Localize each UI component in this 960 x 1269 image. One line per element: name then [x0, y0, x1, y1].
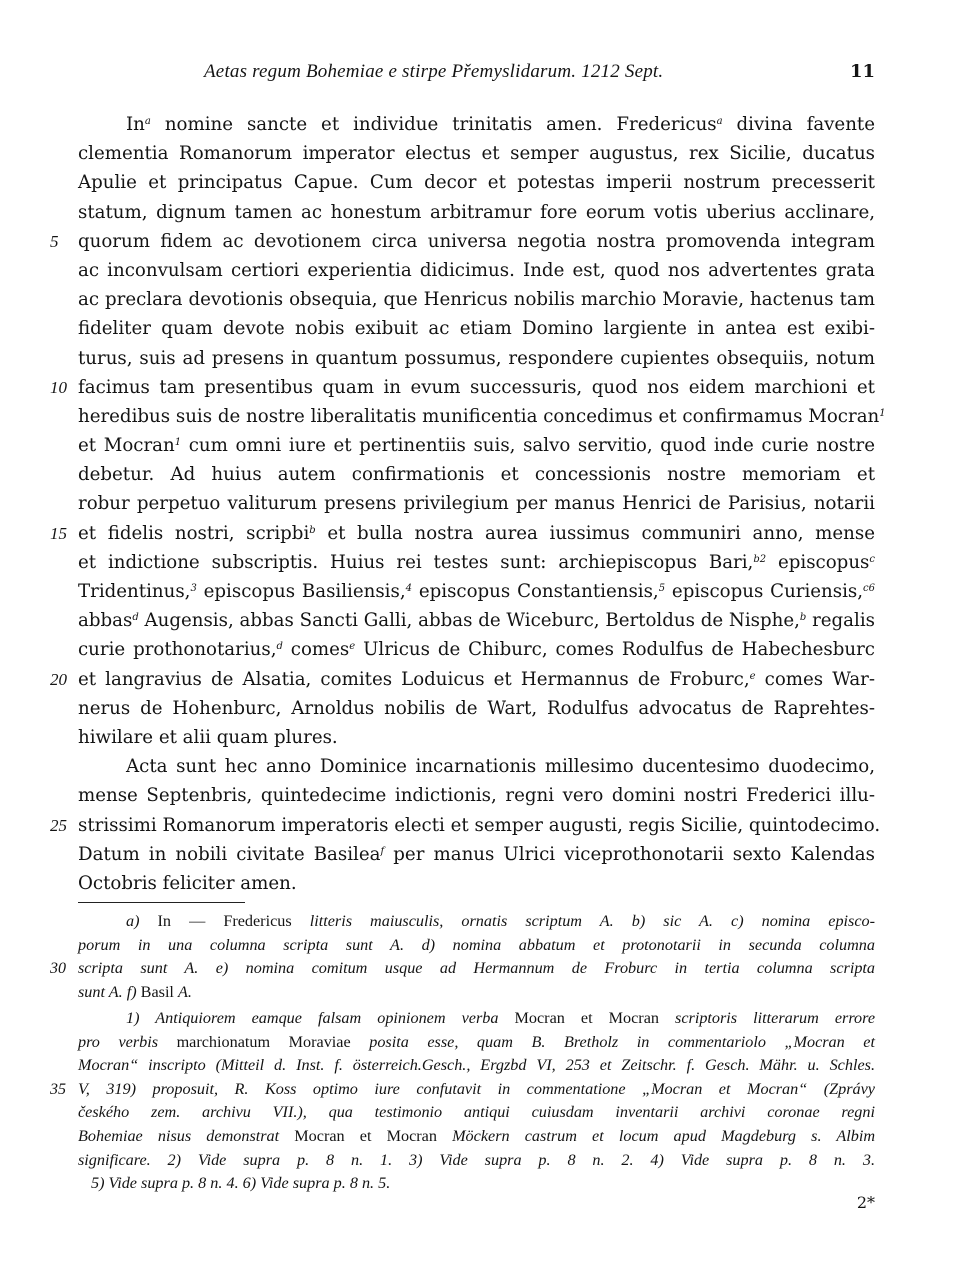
text-run: statum, dignum tamen ac honestum arbitramur fore eorum votis uberius acclinare,	[78, 201, 875, 223]
charter-text	[50, 110, 886, 898]
text-run: Acta sunt hec anno Dominice incarnationis millesimo ducentesimo duodecimo,	[126, 756, 875, 778]
line-number: 25	[50, 815, 67, 835]
signature-mark: 2*	[856, 1193, 875, 1212]
text-run: facimus tam presentibus quam in evum successuris, quod nos eidem marchioni et	[78, 376, 875, 398]
text-run: mense Septenbris, quintedecime indictionis, regni vero domini nostri Frederici illu-	[78, 785, 875, 807]
text-line	[78, 168, 875, 197]
footnote-marker: a	[716, 116, 723, 127]
note-line	[78, 1149, 875, 1173]
note-line	[78, 1007, 875, 1031]
text-line	[78, 139, 875, 168]
text-run: sunt A. f)	[78, 982, 141, 1001]
text-run: episcopus	[766, 551, 870, 573]
text-run: episcopus Curiensis,	[665, 581, 864, 602]
text-run: episcopus Basiliensis,	[196, 581, 406, 602]
text-run: comes War-	[755, 668, 875, 690]
text-line	[78, 548, 875, 577]
text-line	[78, 635, 875, 664]
footnote-marker: d	[132, 612, 139, 624]
footnote-marker: c	[869, 553, 875, 565]
note-line	[78, 1125, 875, 1149]
text-run: In — Fredericus	[157, 912, 310, 930]
footnote-marker: 4	[405, 583, 412, 594]
apparatus-line	[78, 934, 875, 958]
text-run: ac inconvulsam certiori experientia didicimus. Inde est, quod nos advertentes grata	[78, 259, 875, 281]
text-line	[78, 314, 875, 343]
line-number: 30	[50, 960, 66, 978]
footnote-marker: c6	[863, 583, 876, 594]
text-run: Octobris feliciter amen.	[78, 872, 297, 894]
apparatus-line	[78, 910, 875, 934]
text-run: Datum in nobili civitate Basilea	[78, 843, 381, 865]
text-run: porum in una columna scripta sunt A. d) nomina abbatum et protonotarii in secunda columna	[78, 935, 875, 954]
footnote-marker: f	[380, 845, 385, 857]
text-run: robur perpetuo valiturum presens privilegium per manus Henrici de Parisius, notarii	[78, 493, 875, 515]
text-run: a)	[126, 912, 158, 930]
note-line	[78, 1101, 875, 1125]
text-run: Mocran et Mocran	[294, 1126, 453, 1145]
text-run: In	[126, 114, 145, 135]
footnote-separator	[78, 902, 245, 903]
text-run: 1) Antiquiorem eamque falsam opinionem verba	[126, 1009, 515, 1027]
text-line	[78, 752, 875, 781]
text-line	[78, 431, 875, 460]
running-header	[78, 61, 875, 91]
footnote-marker: a	[144, 116, 151, 127]
text-run: Basil	[140, 982, 178, 1001]
text-run: Tridentinus,	[78, 581, 191, 602]
footnote-marker: 1	[174, 437, 182, 449]
text-run: strissimi Romanorum imperatoris electi et semper augusti, regis Sicilie, quintodecimo.	[78, 814, 881, 836]
commentary-notes	[50, 1007, 876, 1196]
text-line	[78, 402, 886, 431]
footnote-marker: b	[799, 612, 807, 624]
text-run: heredibus suis de nostre liberalitatis munificentia concedimus et confirmamus Mocran	[78, 405, 880, 427]
footnote-marker: b	[309, 524, 316, 536]
text-line	[78, 606, 875, 635]
text-line	[50, 811, 881, 840]
text-run: episcopus Constantiensis,	[412, 581, 659, 602]
text-run: marchionatum Moraviae	[176, 1032, 370, 1051]
text-line	[50, 665, 875, 694]
text-run: fideliter quam devote nobis exibuit ac etiam Domino largiente in antea est exibi-	[78, 318, 875, 340]
text-run: českého zem. archivu VII.), qua testimonio antiqui cuiusdam inventarii archivi coronae regni	[78, 1103, 875, 1122]
text-run: et bulla nostra aurea iussimus communiri anno, mense	[315, 522, 875, 544]
text-run: per manus Ulrici viceprothonotarii sexto Kalendas	[384, 843, 875, 865]
text-run: comes	[282, 639, 350, 661]
text-run: curie prothonotarius,	[78, 639, 277, 661]
textual-apparatus	[50, 910, 876, 1004]
text-run: Augensis, abbas Sancti Galli, abbas de Wiceburc, Bertoldus de Nisphe,	[138, 610, 800, 632]
line-number: 5	[50, 231, 59, 251]
text-line	[78, 198, 875, 227]
footnote-marker: e	[749, 670, 756, 682]
text-run: pro verbis	[78, 1032, 177, 1051]
text-run: litteris maiusculis, ornatis scriptum A. b) sic A. c) nomina episco-	[309, 912, 876, 930]
text-run: hiwilare et alii quam plures.	[78, 726, 338, 748]
text-run: 5) Vide supra p. 8 n. 4. 6) Vide supra p. 8 n. 5.	[91, 1174, 391, 1193]
note-line	[78, 1172, 875, 1196]
text-run: nomine sancte et individue trinitatis amen. Fredericus	[150, 114, 717, 135]
text-run: quorum fidem ac devotionem circa universa negotia nostra promovenda integram	[78, 230, 875, 252]
text-run: et fidelis nostri, scripbi	[78, 522, 310, 544]
text-run: divina favente	[722, 114, 875, 135]
text-run: debetur. Ad huius autem confirmationis et concessionis nostre memoriam et	[78, 464, 875, 486]
text-run: Bohemiae nisus demonstrat	[78, 1126, 295, 1145]
text-run: V, 319) proposuit, R. Koss optimo iure confutavit in commentatione „Mocran et Mocran“ (Zprávy	[78, 1079, 875, 1098]
note-line	[78, 1031, 875, 1055]
text-line	[78, 723, 875, 752]
text-line	[78, 869, 875, 898]
text-line	[50, 227, 875, 256]
text-line	[78, 577, 875, 606]
text-line	[78, 489, 875, 518]
text-line	[78, 344, 875, 373]
note-line	[50, 1078, 875, 1102]
text-run: ac preclara devotionis obsequia, que Henricus nobilis marchio Moravie, hactenus tam	[78, 289, 875, 311]
text-run: Möckern castrum et locum apud Magdeburg s. Albim	[452, 1126, 876, 1145]
text-run: scripta sunt A. e) nomina comitum usque ad Hermannum de Froburc in tertia columna scripta	[78, 959, 875, 978]
text-line	[78, 694, 875, 723]
text-run: scriptoris litterarum errore	[675, 1009, 875, 1027]
text-run: et langravius de Alsatia, comites Loduicus et Hermannus de Froburc,	[78, 668, 750, 690]
line-number: 35	[50, 1080, 66, 1098]
text-line	[78, 285, 875, 314]
running-title: Aetas regum Bohemiae e stirpe Přemyslidarum. 1212 Sept.	[204, 61, 664, 82]
text-run: posita esse, quam B. Bretholz in commentariolo „Mocran et	[369, 1032, 875, 1051]
footnote-marker: d	[276, 641, 283, 653]
line-number: 20	[50, 669, 67, 689]
text-run: nerus de Hohenburc, Arnoldus nobilis de Wart, Rodulfus advocatus de Raprehtes-	[78, 697, 875, 719]
text-line	[78, 781, 875, 810]
text-run: regalis	[806, 610, 875, 632]
text-line	[78, 256, 875, 285]
apparatus-line	[78, 981, 875, 1005]
text-line	[78, 110, 875, 139]
text-run: turus, suis ad presens in quantum possumus, respondere cupientes obsequiis, notum	[78, 347, 875, 369]
text-run: abbas	[78, 610, 133, 632]
text-line	[50, 373, 875, 402]
text-run: Ulricus de Chiburc, comes Rodulfus de Habechesburc	[355, 639, 875, 661]
footnote-marker: 1	[879, 407, 886, 419]
footnote-marker: 5	[658, 583, 666, 594]
footnote-marker: 3	[190, 583, 197, 594]
footnote-marker: e	[349, 641, 356, 653]
footnote-marker: b2	[753, 553, 767, 565]
note-line	[78, 1054, 875, 1078]
text-run: Mocran et Mocran	[514, 1009, 676, 1027]
page-number: 11	[849, 61, 875, 82]
text-run: et Mocran	[78, 435, 175, 457]
text-line	[78, 840, 875, 869]
text-run: Mocran“ inscripto (Mitteil d. Inst. f. österreich.Gesch., Ergzbd VI, 253 et Zeitschr. f. Gesch. Mähr. u. Schles.	[78, 1056, 875, 1075]
line-number: 10	[50, 377, 67, 397]
text-run: Apulie et principatus Capue. Cum decor et potestas imperii nostrum precesserit	[78, 172, 875, 194]
text-line	[50, 519, 875, 548]
line-number: 15	[50, 523, 67, 543]
text-run: et indictione subscriptis. Huius rei testes sunt: archiepiscopus Bari,	[78, 551, 754, 573]
apparatus-line	[50, 957, 875, 981]
text-run: clementia Romanorum imperator electus et semper augustus, rex Sicilie, ducatus	[78, 143, 875, 165]
text-line	[78, 460, 875, 489]
text-run: A.	[177, 982, 192, 1001]
text-run: cum omni iure et pertinentiis suis, salvo servitio, quod inde curie nostre	[181, 435, 875, 457]
text-run: significare. 2) Vide supra p. 8 n. 1. 3) Vide supra p. 8 n. 2. 4) Vide supra p. 8 n. 3.	[78, 1150, 875, 1169]
